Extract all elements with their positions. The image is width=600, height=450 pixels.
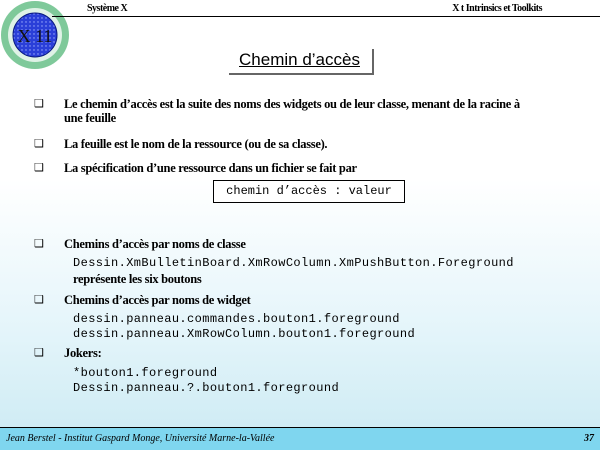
footer-bar (0, 427, 600, 450)
code-line: *bouton1.foreground (73, 366, 218, 380)
bullet-text-3: La spécification d’une ressource dans un fichier se fait par (64, 161, 357, 175)
page-title: Chemin d’accès (227, 47, 372, 73)
page-number: 37 (584, 433, 594, 444)
code-line: dessin.panneau.XmRowColumn.bouton1.foreground (73, 327, 416, 341)
footer-credits: Jean Berstel - Institut Gaspard Monge, Université Marne-la-Vallée (6, 433, 275, 444)
x11-logo (0, 0, 70, 70)
bullet-icon: ❑ (34, 162, 44, 174)
header-divider (52, 16, 600, 17)
bullet-text-1a: Le chemin d’accès est la suite des noms des widgets ou de leur classe, menant de la racine à (64, 97, 520, 111)
bullet-icon: ❑ (34, 238, 44, 250)
bullet-text-1b: une feuille (64, 111, 116, 125)
bullet-icon: ❑ (34, 138, 44, 150)
bullet-icon: ❑ (34, 294, 44, 306)
logo-text: X 11 (17, 26, 53, 46)
code-line: dessin.panneau.commandes.bouton1.foreground (73, 312, 400, 326)
spec-syntax-box: chemin d’accès : valeur (213, 180, 405, 203)
section-note: représente les six boutons (73, 272, 202, 286)
code-line: Dessin.XmBulletinBoard.XmRowColumn.XmPushButton.Foreground (73, 256, 514, 270)
bullet-text-2: La feuille est le nom de la ressource (ou de sa classe). (64, 137, 328, 151)
header-left: Système X (87, 3, 128, 14)
header-right: X t Intrinsics et Toolkits (452, 3, 542, 14)
bullet-icon: ❑ (34, 347, 44, 359)
section-heading-widget: Chemins d’accès par noms de widget (64, 293, 251, 307)
code-line: Dessin.panneau.?.bouton1.foreground (73, 381, 340, 395)
bullet-icon: ❑ (34, 98, 44, 110)
section-heading-jokers: Jokers: (64, 346, 102, 360)
section-heading-class: Chemins d’accès par noms de classe (64, 237, 246, 251)
